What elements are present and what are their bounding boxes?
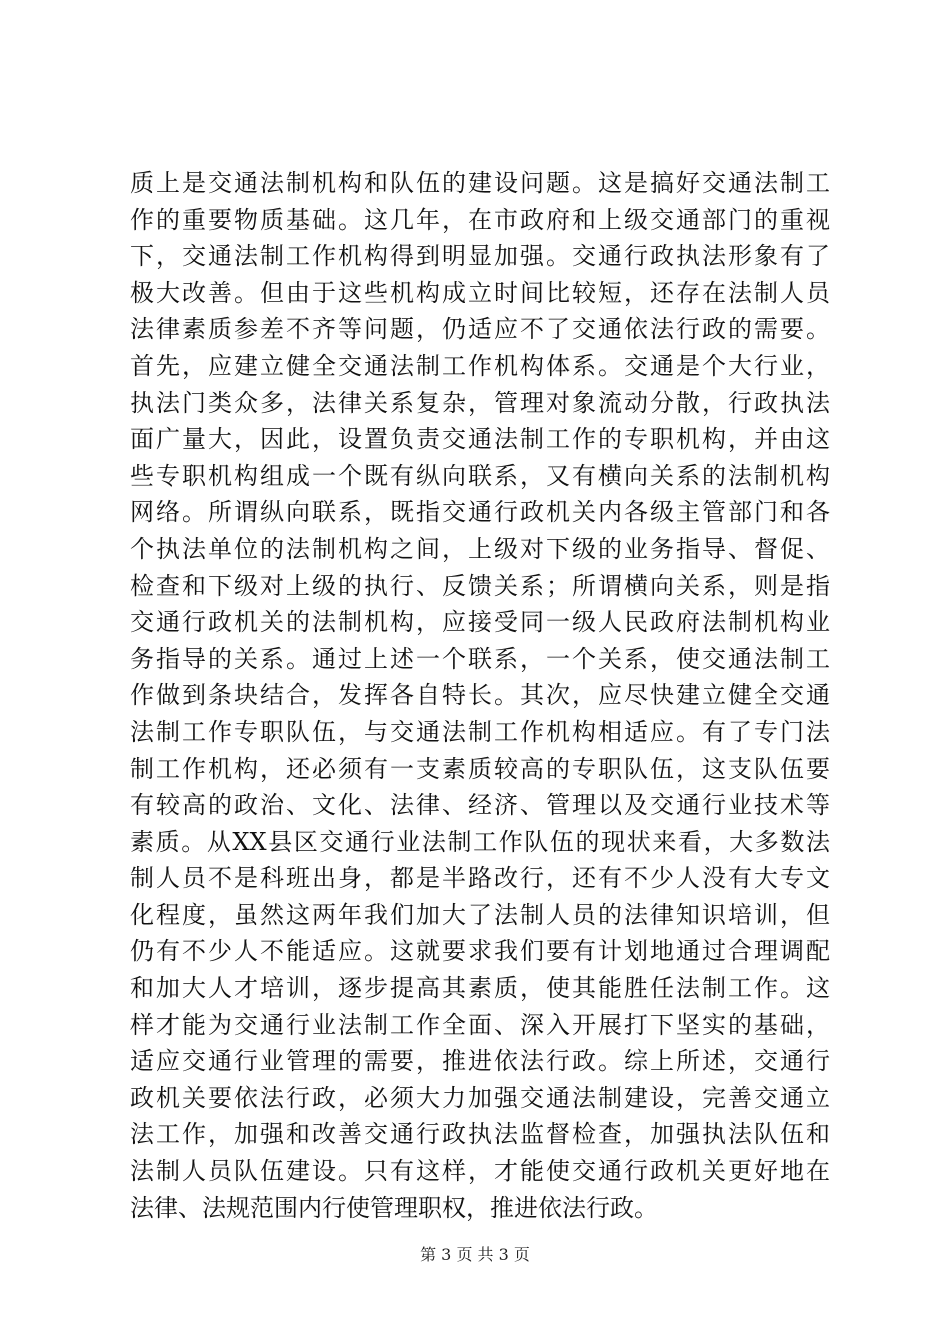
text-line: 法律素质参差不齐等问题，仍适应不了交通依法行政的需要。 — [130, 315, 830, 344]
text-line: 个执法单位的法制机构之间，上级对下级的业务指导、督促、 — [130, 534, 830, 563]
body-paragraph — [130, 165, 830, 1226]
text-line: 有较高的政治、文化、法律、经济、管理以及交通行业技术等 — [130, 791, 830, 820]
text-line: 样才能为交通行业法制工作全面、深入开展打下坚实的基础， — [130, 1010, 830, 1039]
text-line: 法工作，加强和改善交通行政执法监督检查，加强执法队伍和 — [130, 1120, 830, 1149]
text-line: 作的重要物质基础。这几年，在市政府和上级交通部门的重视 — [130, 205, 830, 234]
text-line: 务指导的关系。通过上述一个联系，一个关系，使交通法制工 — [130, 644, 830, 673]
text-line: 交通行政机关的法制机构，应接受同一级人民政府法制机构业 — [130, 608, 830, 637]
text-line: 化程度，虽然这两年我们加大了法制人员的法律知识培训，但 — [130, 900, 830, 929]
text-line: 质上是交通法制机构和队伍的建设问题。这是搞好交通法制工 — [130, 169, 830, 197]
text-line: 下，交通法制工作机构得到明显加强。交通行政执法形象有了 — [130, 242, 830, 271]
text-line: 面广量大，因此，设置负责交通法制工作的专职机构，并由这 — [130, 425, 830, 454]
page-number-label: 第 3 页 共 3 页 — [420, 1245, 530, 1264]
text-line: 素质。从XX县区交通行业法制工作队伍的现状来看，大多数法 — [130, 827, 830, 856]
text-line: 仍有不少人不能适应。这就要求我们要有计划地通过合理调配 — [130, 937, 830, 966]
text-line: 制人员不是科班出身，都是半路改行，还有不少人没有大专文 — [130, 864, 830, 893]
text-line: 法制人员队伍建设。只有这样，才能使交通行政机关更好地在 — [130, 1157, 830, 1186]
text-line: 法制工作专职队伍，与交通法制工作机构相适应。有了专门法 — [130, 717, 830, 746]
text-line: 政机关要依法行政，必须大力加强交通法制建设，完善交通立 — [130, 1083, 830, 1112]
text-line: 法律、法规范围内行使管理职权，推进依法行政。 — [130, 1193, 658, 1222]
text-line: 执法门类众多，法律关系复杂，管理对象流动分散，行政执法 — [130, 388, 830, 417]
text-line: 些专职机构组成一个既有纵向联系，又有横向关系的法制机构 — [130, 461, 830, 490]
text-line: 制工作机构，还必须有一支素质较高的专职队伍，这支队伍要 — [130, 754, 830, 783]
text-line: 极大改善。但由于这些机构成立时间比较短，还存在法制人员 — [130, 278, 830, 307]
page-footer — [0, 1244, 950, 1266]
text-line: 适应交通行业管理的需要，推进依法行政。综上所述，交通行 — [130, 1047, 830, 1076]
text-line: 作做到条块结合，发挥各自特长。其次，应尽快建立健全交通 — [130, 681, 830, 710]
text-line: 网络。所谓纵向联系，既指交通行政机关内各级主管部门和各 — [130, 498, 830, 527]
text-line: 首先，应建立健全交通法制工作机构体系。交通是个大行业， — [130, 351, 830, 380]
text-line: 检查和下级对上级的执行、反馈关系；所谓横向关系，则是指 — [130, 571, 830, 600]
text-line: 和加大人才培训，逐步提高其素质，使其能胜任法制工作。这 — [130, 974, 830, 1003]
